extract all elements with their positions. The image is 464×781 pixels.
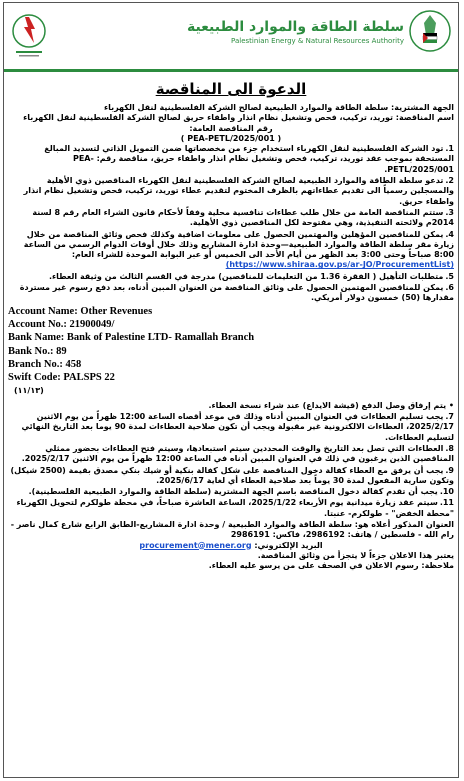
date-stamp: (١١/١٣)	[14, 386, 44, 396]
list-item: 5.متطلبات التأهيل ( الفقرة 1.36 من التعليمات للمناقصين) مدرجة في القسم الثالث من وثيقة العطاء.	[48, 271, 454, 281]
list-item: 8.العطاءات التي تصل بعد التاريخ والوقت المحددين سيتم استبعادها، وسيتم فتح العطاءات بحضور ممثلي المناقصين الذين يرغبون في ذلك في العنوان المبين أدناه في الساعة 12:00 ظهراً من يوم الاثنين 2025/2/17.	[21, 443, 454, 464]
email-link[interactable]: procurement@mener.org	[139, 540, 252, 550]
header-divider	[4, 69, 458, 72]
list-item: 6.يمكن للمناقصين المهتمين الحصول على وثائق المناقصة من العنوان المبين أدناه، بعد دفع رسوم غير مستردة مقدارها (50) خمسون دولار أمريكي.	[19, 283, 454, 303]
list-item: 10.يجب أن تقدم كفالة دخول المناقصة باسم الجهة المشترية (سلطة الطاقة والموارد الطبيعية الفلسطينية).	[28, 487, 454, 497]
tender-number-line	[8, 124, 454, 134]
list-item: 2.تدعو سلطة الطاقة والموارد الطبيعية لصالح الشركة الفلسطينية لنقل الكهرباء المناقصين ذوي الأهلية والمسجلين رسمياً الى تقديم عطاءاتهم بالظرف المختوم لتقديم عطاء توريد، تركيب، فحص وتشغيل نظام انذار واطفاء حريق.	[23, 176, 454, 206]
items-list-2	[8, 412, 454, 519]
bank-account-name: Account Name: Other Revenues	[8, 305, 153, 317]
bank-details	[8, 305, 454, 385]
payment-receipt-note: • يتم إرفاق وصل الدفع (قيشة الايداع) عند شراء نسخة العطاء.	[208, 400, 454, 410]
note-fees: ملاحظة: رسوم الاعلان في الصحف على من يرسو عليه العطاء.	[208, 561, 454, 571]
branch-no: Branch No.: 458	[8, 358, 82, 370]
swift-code: Swift Code: PALSPS 22	[8, 372, 115, 384]
note-integral: يعتبر هذا الاعلان جزءاً لا يتجزأ من وثائق المناقصة.	[257, 550, 454, 560]
list-item: 9.يجب أن يرفق مع العطاء كفالة دخول المناقصة على شكل كفالة بنكية أو شيك بنكي مصدق بقيمة (2500 شيكل) وتكون سارية المفعول لمدة 30 يوماً بعد صلاحية العطاء أي لغاية 2025/6/17.	[10, 465, 454, 485]
authority-name-ar: سلطة الطاقة والموارد الطبيعية	[186, 19, 404, 35]
petl-logo-icon	[10, 11, 48, 59]
tender-notice	[3, 2, 459, 778]
list-item: 4.يمكن للمناقصين المؤهلين والمهتمين الحصول على معلومات اضافية وكذلك فحص وثائق المناقصة من خلال زيارة مقر سلطة الطاقة والموارد الطبيعية—وحدة ادارة المشاريع وذلك خلال أوقات الدوام الرسمي من الساعة 8:00 صباحاً وحتى 3:00 بعد الظهر من أيام الأحد الى الخميس أو عبر البوابة الموحدة للشراء العام: (https://www.shiraa.gov.ps/ar-JO/ProcurementList)	[23, 229, 454, 270]
email-label: البريد الإلكتروني:	[254, 540, 323, 550]
bank-name: Bank Name: Bank of Palestine LTD- Ramallah Branch	[8, 332, 255, 344]
buyer-line: الجهة المشترية: سلطة الطاقة والموارد الطبيعية لصالح الشركة الفلسطينية لنقل الكهرباء	[103, 103, 454, 112]
notice-title: الدعوة الى المناقصة	[155, 80, 307, 98]
tender-number-label: رقم المناقصة العامة:	[189, 123, 273, 133]
list-item: 11.سيتم عقد زيارة ميدانية يوم الأربعاء 2025/1/22، الساعة العاشرة صباحاً، في محطة طولكرم لتحويل الكهرباء "محطة الخفض" - طولكرم- عنبتا.	[16, 498, 454, 518]
email-line	[8, 541, 454, 551]
list-item: 7.يجب تسليم العطاءات في العنوان المبين أدناه وذلك في موعد أقصاه الساعة 12:00 ظهراً من يوم الاثنين 2025/2/17، العطاءات الالكترونية غير مقبولة ويجب أن تكون صلاحية العطاءات لمدة 90 يوما بعد التاريخ النهائي لتسليم العطاءات.	[21, 412, 454, 442]
portal-link[interactable]: (https://www.shiraa.gov.ps/ar-JO/ProcurementList)	[225, 260, 454, 270]
tender-number: ( PEA-PETL/2025/001 )	[180, 133, 282, 143]
address: العنوان المذكور أعلاه هو: سلطة الطاقة والموارد الطبيعية / وحدة ادارة المشاريع-الطابق الرابع شارع كمال ناصر - رام الله - فلسطين / هاتف: 2986192، فاكس: 2986191	[10, 519, 454, 540]
authority-name-en: Palestinian Energy & Natural Resources Authority	[231, 37, 404, 45]
bank-account-no: Account No.: 21900049/	[8, 318, 115, 330]
palestine-emblem-icon	[408, 9, 452, 53]
bank-no: Bank No.: 89	[8, 345, 67, 357]
letterhead	[4, 3, 458, 77]
items-list-1	[8, 144, 454, 303]
notice-body	[8, 79, 454, 571]
list-item: 1.تود الشركة الفلسطينية لنقل الكهرباء استخدام جزء من مخصصاتها ضمن التمويل الذاتي لتسديد المبالغ المستحقة بموجب عقد توريد، تركيب، فحص وتشغيل نظام انذار واطفاء حريق، مناقصة رقم: PEA-PETL/2025/001.	[44, 144, 454, 174]
tender-name: اسم المناقصة: توريد، تركيب، فحص وتشغيل نظام انذار واطفاء حريق لصالح الشركة الفلسطينية لنقل الكهرباء	[23, 113, 454, 123]
list-item: 3.ستتم المناقصة العامة من خلال طلب عطاءات تنافسية محلية وفقاً لأحكام قانون الشراء العام رقم 8 لسنة 2014م ولائحته التنفيذية، وهي مفتوحة لكل المناقصين ذوي الأهلية.	[32, 207, 454, 228]
